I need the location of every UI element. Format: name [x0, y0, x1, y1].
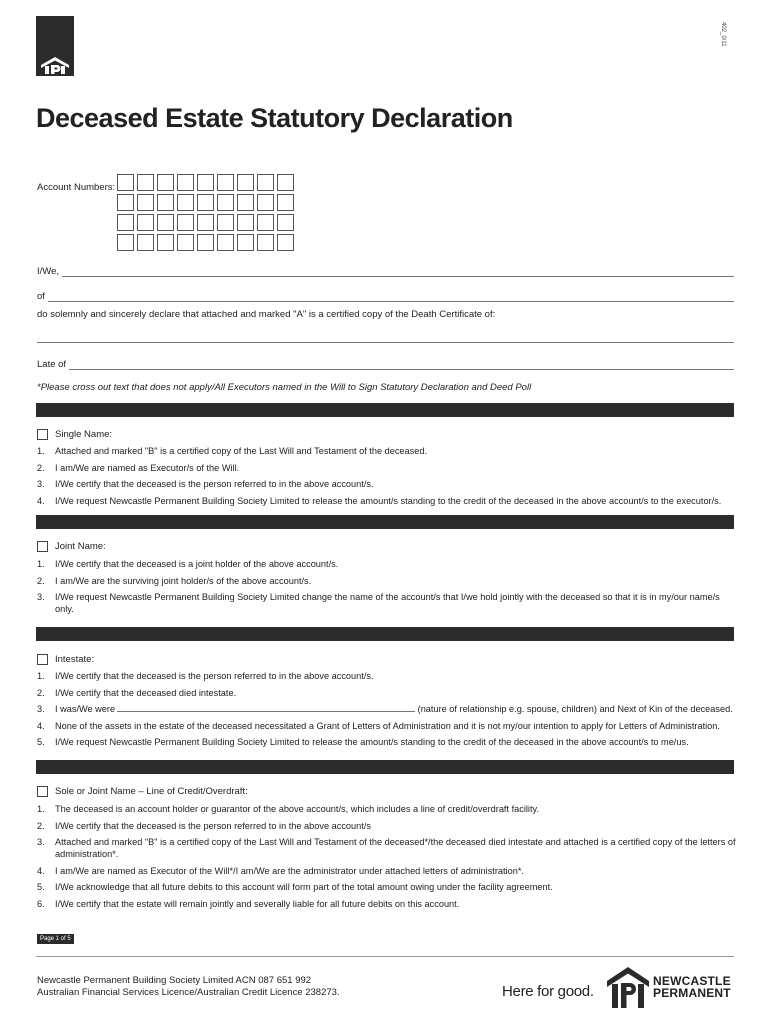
- section-divider-bar: [36, 627, 734, 641]
- list-item: [37, 445, 737, 457]
- list-item: [37, 670, 737, 682]
- account-digit-box[interactable]: [197, 174, 214, 191]
- list-item: [37, 462, 737, 474]
- item-text: I am/We are the surviving joint holder/s of the above account/s.: [55, 575, 312, 586]
- account-digit-box[interactable]: [117, 194, 134, 211]
- joint-name-heading[interactable]: [37, 541, 106, 552]
- single-name-heading[interactable]: [37, 429, 112, 440]
- section-divider-bar: [36, 760, 734, 774]
- list-item: [37, 736, 737, 748]
- account-digit-box[interactable]: [257, 214, 274, 231]
- single-name-label: Single Name:: [55, 429, 113, 440]
- iwe-label: I/We,: [37, 266, 59, 277]
- account-digit-box[interactable]: [157, 234, 174, 251]
- item-number: 2.: [37, 462, 45, 473]
- intestate-list: [37, 670, 737, 753]
- account-digit-box[interactable]: [177, 174, 194, 191]
- item-text: I/We request Newcastle Permanent Building Society Limited to release the amount/s standing to the credit of the deceased in the above account/s to me/us.: [55, 737, 689, 747]
- account-digit-box[interactable]: [117, 234, 134, 251]
- declaration-text: do solemnly and sincerely declare that attached and marked "A" is a certified copy of the Death Certificate of:: [37, 309, 496, 320]
- account-digit-box[interactable]: [197, 234, 214, 251]
- account-numbers-label: Account Numbers:: [37, 182, 116, 193]
- item-number: 5.: [37, 882, 45, 892]
- item-number: 1.: [37, 559, 45, 569]
- account-digit-box[interactable]: [177, 234, 194, 251]
- joint-name-list: [37, 558, 737, 620]
- list-item: [37, 865, 737, 877]
- page-number-badge: Page 1 of 5: [37, 934, 74, 944]
- section-divider-bar: [36, 515, 734, 529]
- item-text: I/We certify that the estate will remain jointly and severally liable for all future debits on this account.: [55, 898, 460, 909]
- brand-name: [653, 975, 731, 999]
- item-text: None of the assets in the estate of the deceased necessitated a Grant of Letters of Administration and it is not my/our intention to apply for Letters of Administration.: [55, 720, 720, 731]
- of-label: of: [37, 291, 45, 302]
- account-digit-box[interactable]: [277, 214, 294, 231]
- account-digit-box[interactable]: [277, 174, 294, 191]
- account-digit-box[interactable]: [157, 194, 174, 211]
- item-number: 2.: [37, 687, 45, 698]
- late-of-field[interactable]: [37, 359, 734, 370]
- list-item: [37, 478, 737, 490]
- list-item: [37, 881, 737, 893]
- account-digit-box[interactable]: [137, 214, 154, 231]
- account-digit-box[interactable]: [237, 214, 254, 231]
- account-digit-box[interactable]: [197, 214, 214, 231]
- account-digit-box[interactable]: [277, 194, 294, 211]
- account-digit-box[interactable]: [237, 194, 254, 211]
- item-number: 4.: [37, 720, 45, 731]
- item-number: 2.: [37, 820, 45, 831]
- account-digit-box[interactable]: [117, 214, 134, 231]
- account-digit-box[interactable]: [217, 214, 234, 231]
- account-digit-box[interactable]: [217, 234, 234, 251]
- account-digit-box[interactable]: [117, 174, 134, 191]
- item-number: 4.: [37, 865, 45, 876]
- item-number: 4.: [37, 495, 45, 506]
- intestate-heading[interactable]: [37, 654, 94, 665]
- list-item: [37, 820, 737, 832]
- item-number: 3.: [37, 592, 45, 602]
- account-numbers-grid[interactable]: [117, 174, 294, 251]
- form-code: 402_0/11: [720, 22, 726, 47]
- brand-name-line-2: PERMANENT: [653, 986, 731, 1000]
- item-text: I/We request Newcastle Permanent Building Society Limited to release the amount/s standing to the credit of the deceased in the above account/s to the executor/s.: [55, 495, 722, 506]
- list-item: [37, 495, 737, 507]
- item-text: I/We certify that the deceased is the person referred to in the above account/s: [55, 820, 371, 831]
- late-of-label: Late of: [37, 359, 67, 370]
- list-item: [37, 803, 737, 815]
- account-digit-box[interactable]: [277, 234, 294, 251]
- list-item: [37, 836, 737, 860]
- intestate-label: Intestate:: [55, 654, 95, 665]
- list-item: [37, 898, 737, 910]
- item-text: I am/We are named as Executor of the Will*/I am/We are the administrator under attached letters of administration*.: [55, 865, 524, 876]
- account-digit-box[interactable]: [257, 174, 274, 191]
- deceased-name-line[interactable]: [37, 342, 734, 343]
- item-number: 1.: [37, 671, 45, 681]
- item-text: Attached and marked "B" is a certified copy of the Last Will and Testament of the deceased*/the deceased died intestate and attached is a certified copy of the letters of administration*.: [55, 837, 736, 859]
- account-digit-box[interactable]: [237, 174, 254, 191]
- item-text-post: (nature of relationship e.g. spouse, children) and Next of Kin of the deceased.: [417, 704, 733, 714]
- sole-joint-checkbox[interactable]: [37, 786, 48, 797]
- item-text: I/We request Newcastle Permanent Building Society Limited change the name of the account/s that I/we hold jointly with the deceased so that it is in my/our name/s only.: [55, 592, 720, 614]
- item-text: I/We acknowledge that all future debits to this account will form part of the total amount owing under the facility agreement.: [55, 882, 553, 892]
- list-item: [37, 575, 737, 587]
- item-text-pre: I was/We were: [55, 704, 116, 714]
- footer-line-1: Newcastle Permanent Building Society Limited ACN 087 651 992: [37, 975, 312, 986]
- account-digit-box[interactable]: [177, 194, 194, 211]
- item-number: 1.: [37, 446, 45, 456]
- single-name-list: [37, 445, 737, 511]
- account-digit-box[interactable]: [217, 194, 234, 211]
- item-number: 5.: [37, 737, 45, 747]
- item-number: 1.: [37, 804, 45, 814]
- item-text: Attached and marked "B" is a certified copy of the Last Will and Testament of the deceased.: [55, 446, 428, 456]
- of-input-line[interactable]: [48, 293, 734, 302]
- section-divider-bar: [36, 403, 734, 417]
- late-of-input-line[interactable]: [69, 361, 734, 370]
- item-number: 6.: [37, 898, 45, 909]
- page-title: Deceased Estate Statutory Declaration: [36, 103, 513, 133]
- account-digit-box[interactable]: [137, 174, 154, 191]
- list-item: [37, 591, 737, 615]
- account-digit-box[interactable]: [257, 194, 274, 211]
- footer-line-2: Australian Financial Services Licence/Australian Credit Licence 238273.: [37, 987, 340, 998]
- account-digit-box[interactable]: [197, 194, 214, 211]
- list-item: [37, 558, 737, 570]
- instruction-note: *Please cross out text that does not apply/All Executors named in the Will to Sign Statutory Declaration and Deed Poll: [37, 382, 532, 393]
- account-digit-box[interactable]: [177, 214, 194, 231]
- account-digit-box[interactable]: [157, 214, 174, 231]
- newcastle-logo-icon: [36, 16, 74, 76]
- brand-name-line-1: NEWCASTLE: [653, 974, 731, 988]
- of-field[interactable]: [37, 291, 734, 302]
- sole-joint-list: [37, 803, 737, 914]
- item-number: 3.: [37, 704, 45, 714]
- newcastle-permanent-logo-icon: [606, 966, 650, 1008]
- item-text: I/We certify that the deceased is the person referred to in the above account/s.: [55, 671, 374, 681]
- list-item: [37, 720, 737, 732]
- item-number: 2.: [37, 575, 45, 586]
- single-name-checkbox[interactable]: [37, 429, 48, 440]
- item-text: I/We certify that the deceased is a joint holder of the above account/s.: [55, 559, 339, 569]
- account-digit-box[interactable]: [237, 234, 254, 251]
- joint-name-label: Joint Name:: [55, 541, 106, 552]
- brand-tagline: Here for good.: [502, 983, 594, 1000]
- item-number: 3.: [37, 479, 45, 489]
- iwe-field[interactable]: [37, 266, 734, 277]
- sole-joint-label: Sole or Joint Name – Line of Credit/Overdraft:: [55, 786, 248, 797]
- footer-divider: [36, 956, 734, 957]
- sole-joint-heading[interactable]: [37, 786, 248, 797]
- item-text: I/We certify that the deceased is the person referred to in the above account/s.: [55, 479, 374, 489]
- account-digit-box[interactable]: [257, 234, 274, 251]
- account-digit-box[interactable]: [157, 174, 174, 191]
- item-text: I/We certify that the deceased died intestate.: [55, 687, 237, 698]
- intestate-checkbox[interactable]: [37, 654, 48, 665]
- list-item: [37, 703, 737, 715]
- account-digit-box[interactable]: [137, 234, 154, 251]
- item-text: I am/We are named as Executor/s of the Will.: [55, 462, 240, 473]
- item-text: The deceased is an account holder or guarantor of the above account/s, which includes a line of credit/overdraft facility.: [55, 804, 539, 814]
- account-digit-box[interactable]: [217, 174, 234, 191]
- footer-legal: [37, 975, 340, 999]
- joint-name-checkbox[interactable]: [37, 541, 48, 552]
- list-item: [37, 687, 737, 699]
- iwe-input-line[interactable]: [62, 268, 734, 277]
- relationship-input-line[interactable]: [117, 703, 415, 712]
- item-number: 3.: [37, 837, 45, 847]
- account-digit-box[interactable]: [137, 194, 154, 211]
